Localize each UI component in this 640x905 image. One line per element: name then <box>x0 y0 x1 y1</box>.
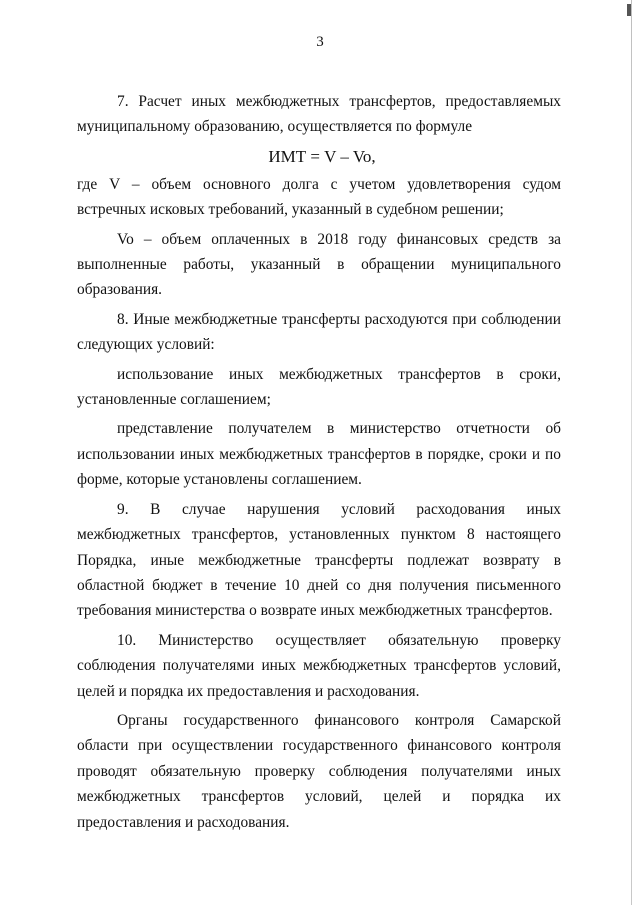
paragraph-7: 7. Расчет иных межбюджетных трансфертов, предоставляемых муниципальному образованию, осуществляется по формуле <box>77 93 561 136</box>
formula: ИМТ = V – Vo, <box>268 146 376 166</box>
paragraph-9: 9. В случае нарушения условий расходования иных межбюджетных трансфертов, установленных пунктом 8 настоящего Порядка, иные межбюджетные трансферты подлежат возврату в областной бюджет в течение 10 дней со дня получения письменного требования министерства о возврате иных межбюджетных трансфертов. <box>77 500 561 620</box>
paragraph-condition-2: представление получателем в министерство отчетности об использовании иных межбюджетных трансфертов в порядке, сроки и по форме, которые установлены соглашением. <box>77 420 561 489</box>
paragraph-definition-vo: Vo – объем оплаченных в 2018 году финансовых средств за выполненные работы, указанный в обращении муниципального образования. <box>77 230 561 299</box>
scan-edge-mark <box>627 4 631 16</box>
paragraph-definition-v: где V – объем основного долга с учетом удовлетворения судом встречных исковых требований, указанный в судебном решении; <box>77 175 561 219</box>
paragraph-10: 10. Министерство осуществляет обязательную проверку соблюдения получателями иных межбюджетных трансфертов условий, целей и порядка их предоставления и расходования. <box>77 631 561 700</box>
page-number: 3 <box>316 34 324 50</box>
document-body <box>77 89 561 835</box>
paragraph-8: 8. Иные межбюджетные трансферты расходуются при соблюдении следующих условий: <box>77 310 561 354</box>
paragraph-financial-control: Органы государственного финансового контроля Самарской области при осуществлении государственного финансового контроля проводят обязательную проверку соблюдения получателями иных межбюджетных трансфертов условий, целей и порядка их предоставления и расходования. <box>77 711 561 831</box>
paragraph-condition-1: использование иных межбюджетных трансфертов в сроки, установленные соглашением; <box>77 365 561 409</box>
scan-edge-line <box>631 0 632 905</box>
